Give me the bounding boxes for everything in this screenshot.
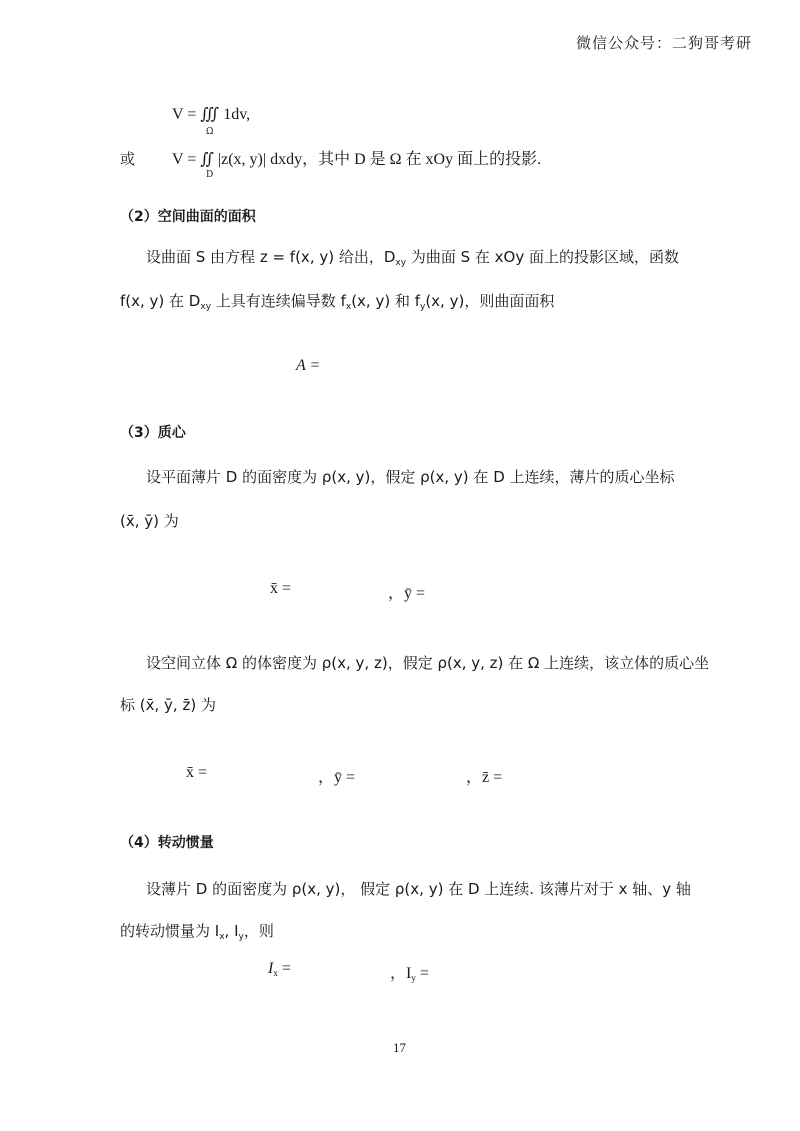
volume-formula-triple [172,104,250,124]
subscript: y [420,302,426,312]
wechat-header: 微信公众号：二狗哥考研 [575,34,752,52]
integral-region-d: D [206,170,214,180]
formula-text: V = ∭ 1dv, [172,106,251,123]
centroid-solid-paragraph-line2: 标 (x̄, ȳ, z̄) 为 [120,696,216,714]
inertia-iy-formula [390,960,429,983]
centroid-2d-x-formula: x̄ = [270,580,292,597]
volume-formula-double [172,146,541,169]
text-segment: ，则 [243,922,274,940]
centroid-3d-z-formula: ，z̄ = [466,769,503,786]
text-segment: 设曲面 S 由方程 z = f(x, y) 给出，D [146,248,396,266]
text-segment: f(x, y) 在 D [120,292,201,310]
centroid-2d-y-formula: ，ȳ = [388,585,426,602]
text-segment: 为曲面 S 在 xOy 面上的投影区域，函数 [406,248,679,266]
integral-region-omega: Ω [206,127,214,137]
subscript: xy [200,302,212,312]
centroid-plane-paragraph-line2: (x̄, ȳ) 为 [120,512,179,530]
centroid-plane-paragraph-line1: 设平面薄片 D 的面密度为 ρ(x, y)，假定 ρ(x, y) 在 D 上连续，薄片的质心坐标 [146,468,675,486]
surface-area-paragraph-line1 [146,246,679,267]
section-heading-moment-of-inertia: （4）转动惯量 [120,835,214,851]
text-segment: ，I [390,965,412,982]
surface-area-paragraph-line2 [120,290,554,311]
inertia-paragraph-line2 [120,920,274,941]
text-segment: I [268,960,274,977]
centroid-3d-y-formula: ，ȳ = [318,769,356,786]
section-heading-centroid: （3）质心 [120,425,186,441]
formula-text: V = ∬ |z(x, y)| dxdy，其中 D 是 Ω 在 xOy 面上的投影. [172,151,542,168]
subscript: x [345,302,352,312]
text-segment: = [277,960,291,977]
subscript: x [273,968,278,978]
text-segment: , I [224,922,239,940]
text-segment: 上具有连续偏导数 f [211,292,346,310]
or-label: 或 [120,150,136,168]
subscript: xy [395,258,407,268]
inertia-paragraph-line1: 设薄片 D 的面密度为 ρ(x, y)， 假定 ρ(x, y) 在 D 上连续. 该薄片对于 x 轴、y 轴 [146,880,691,898]
text-segment: 的转动惯量为 I [120,922,220,940]
area-formula: A = [296,357,321,374]
subscript: x [219,932,225,942]
text-segment: (x, y)，则曲面面积 [425,292,555,310]
subscript: y [238,932,244,942]
centroid-solid-paragraph-line1: 设空间立体 Ω 的体密度为 ρ(x, y, z)，假定 ρ(x, y, z) 在 Ω 上连续，该立体的质心坐 [146,654,710,672]
centroid-3d-x-formula: x̄ = [186,764,208,781]
section-heading-surface-area: （2）空间曲面的面积 [120,209,256,225]
subscript: y [411,973,416,983]
page-number: 17 [393,1040,406,1055]
text-segment: (x, y) 和 f [351,292,420,310]
text-segment: = [415,965,429,982]
inertia-ix-formula [268,960,291,978]
